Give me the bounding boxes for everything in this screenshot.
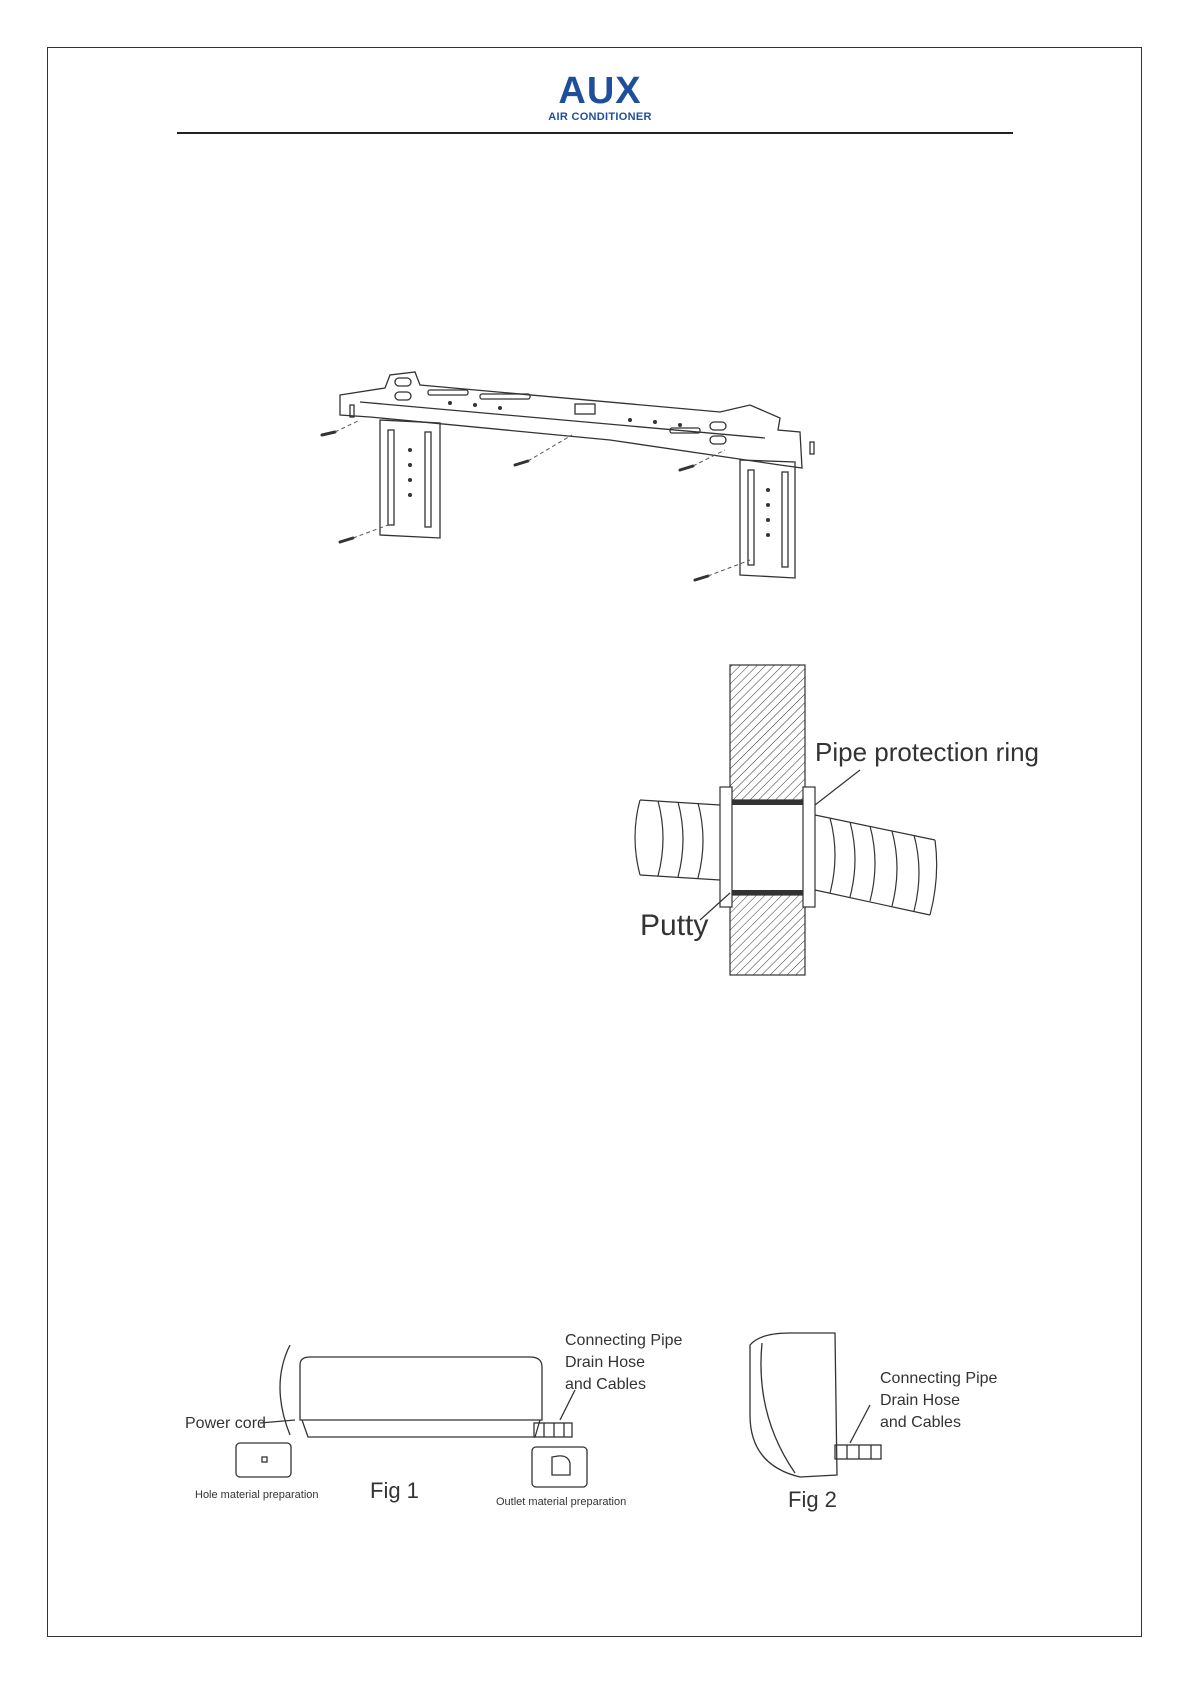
logo-subtitle: AIR CONDITIONER xyxy=(548,111,652,123)
fig2-pipe-label-1: Connecting Pipe xyxy=(880,1370,998,1387)
fig2-pipe-label-2: Drain Hose xyxy=(880,1392,961,1409)
hole-material-box xyxy=(236,1443,291,1477)
hole-material-caption: Hole material preparation xyxy=(195,1489,319,1501)
fig2-diagram xyxy=(740,1325,1030,1525)
fig1-pipe-label-2: Drain Hose xyxy=(565,1354,646,1371)
outlet-material-caption: Outlet material preparation xyxy=(496,1496,627,1508)
fig1-pipe-label-1: Connecting Pipe xyxy=(565,1332,683,1349)
header-rule xyxy=(177,132,1013,134)
fig1-pipe-label-3: and Cables xyxy=(565,1376,646,1393)
mounting-plate-diagram xyxy=(310,360,840,590)
putty-label: Putty xyxy=(640,909,709,942)
logo-brand: AUX xyxy=(558,70,642,112)
power-cord-label: Power cord xyxy=(185,1415,266,1432)
fig1-diagram xyxy=(180,1325,720,1515)
fig1-caption: Fig 1 xyxy=(370,1478,419,1503)
fig2-caption: Fig 2 xyxy=(788,1487,837,1512)
outlet-material-box xyxy=(532,1447,587,1487)
pipe-protection-ring-label: Pipe protection ring xyxy=(815,737,1040,767)
indoor-unit-side xyxy=(750,1333,837,1477)
wall-sleeve-diagram xyxy=(630,665,1050,980)
aux-logo xyxy=(536,72,664,124)
fig2-pipe-label-3: and Cables xyxy=(880,1414,961,1431)
indoor-unit-body xyxy=(300,1357,542,1420)
